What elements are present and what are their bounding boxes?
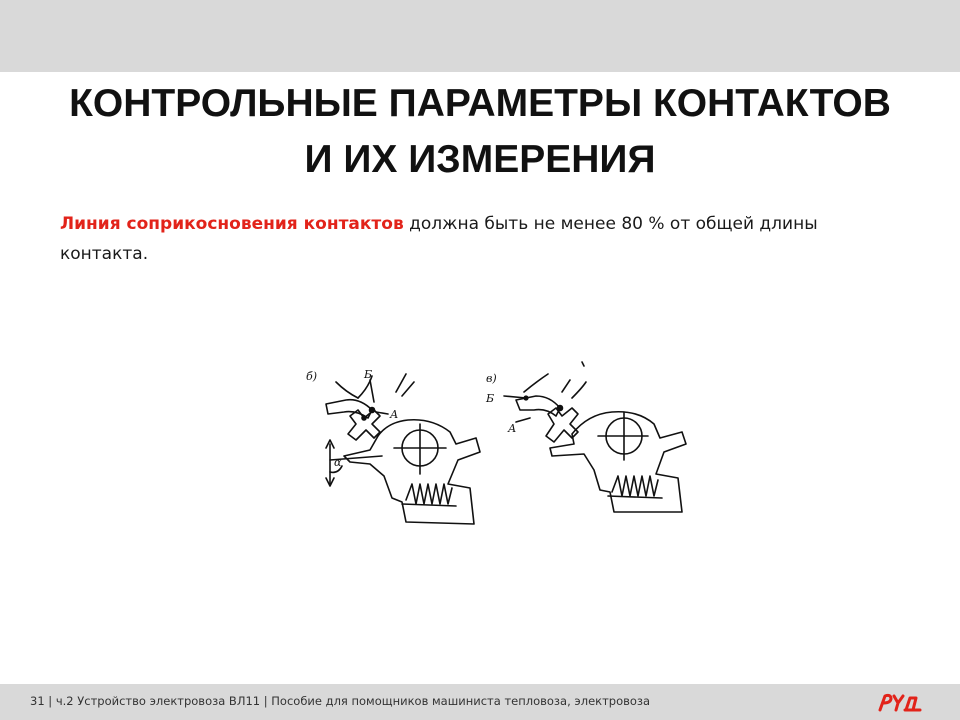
rzd-logo-icon bbox=[876, 690, 924, 714]
left-contact-assembly bbox=[326, 374, 480, 524]
footer-caption: | ч.2 Устройство электровоза ВЛ11 | Пособие для помощников машиниста тепловоза, электровоза bbox=[48, 694, 651, 708]
right-point-a-label: А bbox=[508, 422, 517, 435]
slide-title bbox=[40, 76, 920, 188]
right-figure-label: в) bbox=[486, 372, 497, 385]
body-paragraph bbox=[60, 209, 910, 269]
body-highlight: Линия соприкосновения контактов bbox=[60, 214, 404, 234]
left-figure-label: б) bbox=[306, 370, 318, 383]
page-number: 31 bbox=[30, 694, 45, 708]
footer bbox=[30, 692, 650, 710]
contact-diagram bbox=[298, 352, 728, 534]
left-point-a-label: А bbox=[390, 408, 399, 421]
title-line-2: И ИХ ИЗМЕРЕНИЯ bbox=[304, 138, 656, 181]
title-line-1: КОНТРОЛЬНЫЕ ПАРАМЕТРЫ КОНТАКТОВ bbox=[69, 82, 891, 125]
body-rest: должна быть не менее 80 % от общей длины контакта. bbox=[60, 214, 818, 264]
left-angle-label: α bbox=[334, 456, 342, 469]
left-point-b-label: Б bbox=[364, 368, 373, 381]
header-band bbox=[0, 0, 960, 72]
right-point-b-label: Б bbox=[486, 392, 495, 405]
right-contact-assembly bbox=[504, 362, 686, 512]
